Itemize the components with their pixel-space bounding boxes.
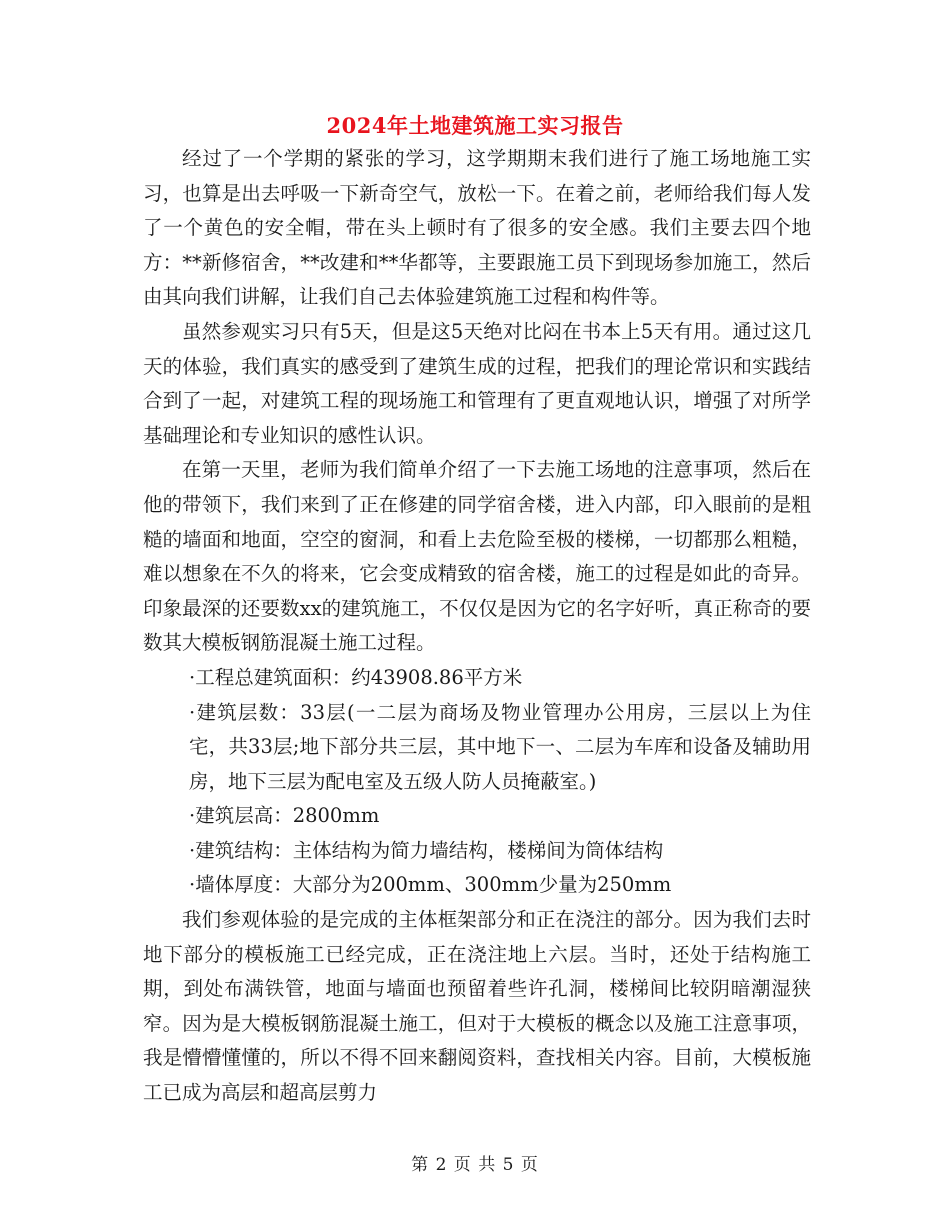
- page-number-footer: 第 2 页 共 5 页: [411, 1155, 539, 1175]
- list-item-total-area: ·工程总建筑面积：约43908.86平方米: [189, 665, 523, 689]
- list-item-floor-height: ·建筑层高：2800mm: [189, 804, 380, 828]
- paragraph-first-day: 在第一天里，老师为我们简单介绍了一下去施工场地的注意事项，然后在他的带领下，我们来到了正在修建的同学宿舍楼，进入内部，印入眼前的是粗糙的墙面和地面，空空的窗洞，和看上去危险至极的楼梯，一切都那么粗糙，难以想象在不久的将来，它会变成精致的宿舍楼，施工的过程是如此的奇异。 印象最深的还要数xx的建筑施工，不仅仅是因为它的名字好听，真正称奇的要数其大模板钢筋混凝土施工过程。: [143, 458, 811, 655]
- list-item-wall-thickness: ·墙体厚度：大部分为200mm、300mm少量为250mm: [189, 873, 672, 897]
- paragraph-experience: 虽然参观实习只有5天，但是这5天绝对比闷在书本上5天有用。通过这几天的体验，我们真实的感受到了建筑生成的过程，把我们的理论常识和实践结合到了一起，对建筑工程的现场施工和管理有了更直观地认识，增强了对所学基础理论和专业知识的感性认识。: [143, 319, 811, 447]
- list-item-structure: ·建筑结构：主体结构为简力墙结构，楼梯间为筒体结构: [189, 838, 664, 862]
- document-title: 2024年土地建筑施工实习报告: [326, 113, 624, 138]
- document-body: [143, 142, 811, 1111]
- paragraph-intro: 经过了一个学期的紧张的学习，这学期期末我们进行了施工场地施工实习，也算是出去呼吸一下新奇空气，放松一下。在着之前，老师给我们每人发了一个黄色的安全帽，带在头上顿时有了很多的安全感。我们主要去四个地方：**新修宿舍，**改建和**华都等，主要跟施工员下到现场参加施工，然后由其向我们讲解，让我们自己去体验建筑施工过程和构件等。: [143, 147, 811, 309]
- list-item-floors: ·建筑层数：33层(一二层为商场及物业管理办公用房，三层以上为住宅，共33层;地下部分共三层，其中地下一、二层为车库和设备及辅助用房，地下三层为配电室及五级人防人员掩蔽室。): [189, 700, 811, 793]
- paragraph-closing: 我们参观体验的是完成的主体框架部分和正在浇注的部分。因为我们去时地下部分的模板施工已经完成，正在浇注地上六层。当时，还处于结构施工期，到处布满铁管，地面与墙面也预留着些许孔洞，楼梯间比较阴暗潮湿狭窄。因为是大模板钢筋混凝土施工，但对于大模板的概念以及施工注意事项，我是懵懵懂懂的，所以不得不回来翻阅资料，查找相关内容。目前，大模板施工已成为高层和超高层剪力: [143, 908, 811, 1105]
